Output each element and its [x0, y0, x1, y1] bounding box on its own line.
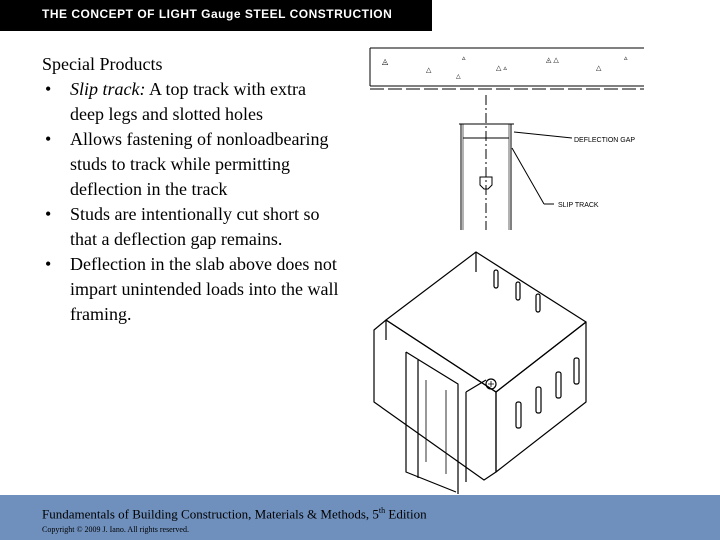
svg-text:◬: ◬	[382, 57, 389, 66]
bullet-text: Deflection in the slab above does not impart unintended loads into the wall framing.	[70, 254, 339, 324]
bullet-item	[42, 77, 342, 127]
bullet-lead: Slip track:	[70, 79, 146, 99]
bullet-dot: •	[45, 129, 52, 149]
svg-text:△ ▵: △ ▵	[496, 65, 507, 72]
slide-body	[42, 52, 342, 327]
deflection-gap-label: DEFLECTION GAP	[574, 137, 636, 144]
bullet-dot: •	[45, 79, 52, 99]
bullet-item	[42, 127, 342, 202]
footer-citation-text: Fundamentals of Building Construction, Materials & Methods, 5	[42, 506, 379, 522]
svg-text:◬ △: ◬ △	[546, 57, 559, 64]
slip-track-section-drawing	[366, 40, 648, 234]
bullet-text: Studs are intentionally cut short so that a deflection gap remains.	[70, 204, 320, 249]
footer-citation	[42, 506, 427, 522]
slide-title: THE CONCEPT OF LIGHT Gauge STEEL CONSTRUCTION	[42, 7, 393, 21]
slip-track-isometric-drawing	[366, 242, 594, 494]
bullet-item	[42, 252, 342, 327]
footer-citation-sup: th	[378, 506, 386, 515]
svg-text:△: △	[426, 67, 432, 74]
bullet-dot: •	[45, 254, 52, 274]
bullet-list	[42, 77, 342, 327]
bullet-text: A top track with extra deep legs and slotted holes	[70, 79, 306, 124]
svg-text:△: △	[456, 74, 461, 80]
bullet-text: Allows fastening of nonloadbearing studs to track while permitting deflection in the track	[70, 129, 329, 199]
bullet-item	[42, 202, 342, 252]
bullet-dot: •	[45, 204, 52, 224]
slip-track-label: SLIP TRACK	[558, 202, 599, 209]
svg-text:▵: ▵	[624, 55, 628, 62]
section-heading: Special Products	[42, 54, 163, 74]
svg-text:▵: ▵	[462, 55, 466, 62]
footer-citation-edition: Edition	[385, 506, 427, 522]
svg-text:△: △	[596, 65, 602, 72]
footer-copyright: Copyright © 2009 J. Iano. All rights reserved.	[42, 525, 189, 534]
slide-title-bar	[0, 0, 432, 31]
slide-footer	[0, 495, 720, 540]
